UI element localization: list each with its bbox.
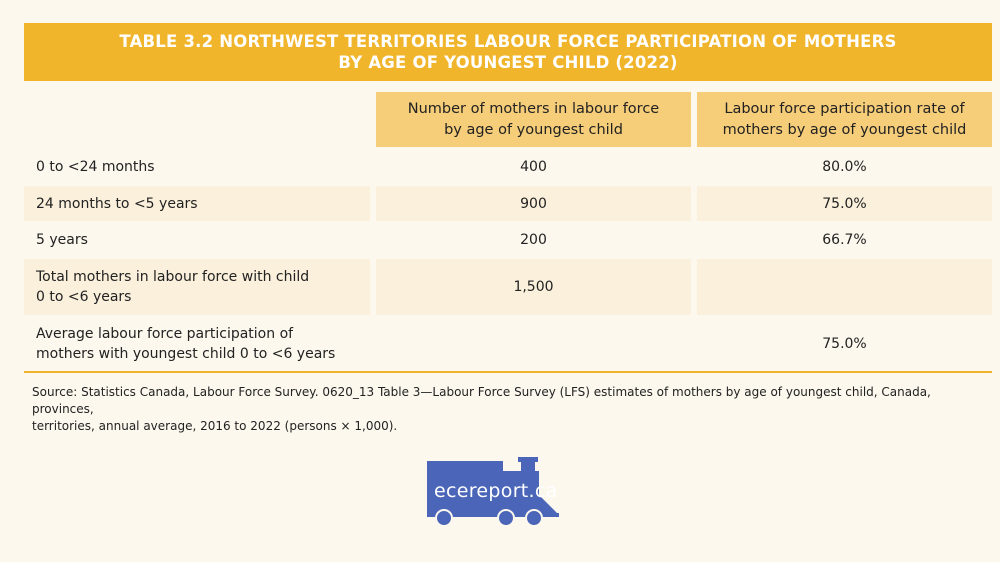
row-label [36, 149, 376, 184]
row-label [36, 186, 376, 221]
row-label-line: Average labour force participation of [36, 326, 294, 342]
column-header-participation-rate [697, 92, 992, 147]
table-row [24, 222, 992, 257]
table-bottom-rule [24, 371, 992, 373]
source-line: territories, annual average, 2016 to 2022 (persons × 1,000). [32, 419, 398, 433]
table-row [24, 259, 992, 315]
mothers-count-value [376, 317, 691, 371]
row-label-line: Total mothers in labour force with child [36, 269, 310, 285]
row-label-line: 24 months to <5 years [36, 195, 198, 212]
column-header-line: Number of mothers in labour force [407, 100, 660, 117]
logo-wordmark: ecereport.ca [434, 480, 558, 502]
participation-rate-value: 75.0% [822, 336, 867, 352]
row-label-line: 5 years [36, 231, 88, 248]
row-label [36, 259, 376, 315]
table-title-line-1: TABLE 3.2 NORTHWEST TERRITORIES LABOUR FORCE PARTICIPATION OF MOTHERS [119, 32, 897, 51]
mothers-count-value: 200 [520, 231, 547, 248]
participation-rate-value: 80.0% [822, 158, 867, 175]
participation-rate-value [697, 259, 992, 315]
participation-rate-value: 66.7% [822, 231, 867, 248]
table-row [24, 186, 992, 221]
column-header-line: by age of youngest child [444, 121, 623, 138]
row-label-line: 0 to <6 years [36, 289, 132, 305]
mothers-count-value: 900 [520, 195, 547, 212]
column-header-line: Labour force participation rate of [724, 100, 965, 117]
column-header-line: mothers by age of youngest child [722, 121, 967, 138]
source-line: Source: Statistics Canada, Labour Force Survey. 0620_13 Table 3—Labour Force Survey (LFS) estimates of mothers by age of youngest child, Canada, provinces, [32, 385, 931, 416]
row-label [36, 222, 376, 257]
mothers-count-value: 400 [520, 158, 547, 175]
source-note [32, 384, 992, 435]
row-label-line: mothers with youngest child 0 to <6 years [36, 346, 336, 362]
column-header-mothers-count [376, 92, 691, 147]
table-title-line-2: BY AGE OF YOUNGEST CHILD (2022) [338, 53, 678, 72]
row-label [36, 317, 376, 371]
table-row [24, 149, 992, 184]
participation-rate-value: 75.0% [822, 195, 867, 212]
table-title-band [24, 23, 992, 81]
table-row [24, 317, 992, 371]
mothers-count-value: 1,500 [513, 279, 554, 295]
row-label-line: 0 to <24 months [36, 158, 155, 175]
